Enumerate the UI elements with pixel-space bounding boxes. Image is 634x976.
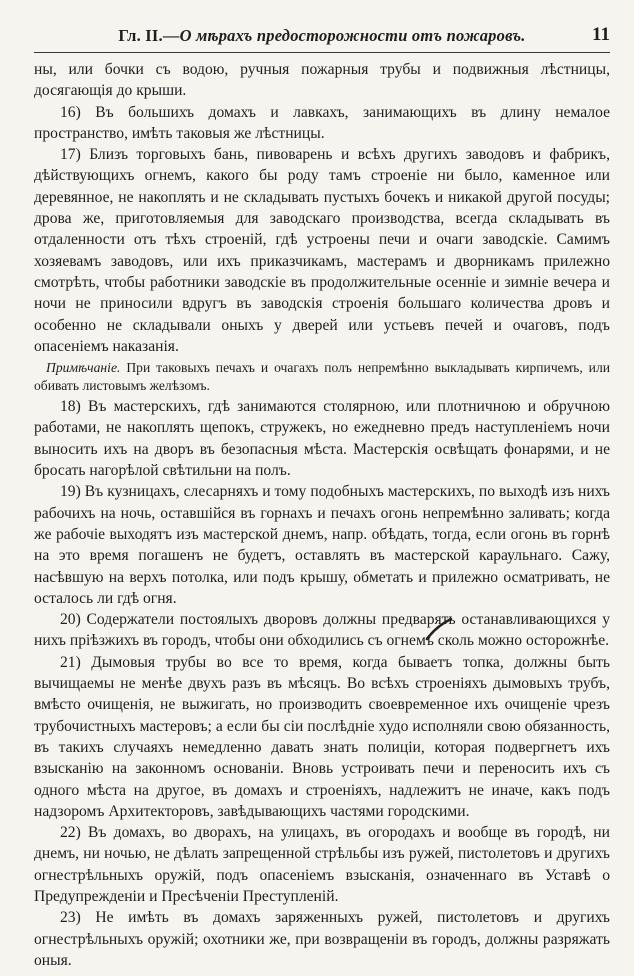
body-text xyxy=(34,59,610,971)
page-number: 11 xyxy=(592,24,610,45)
paragraph-19: 19) Въ кузницахъ, слесарняхъ и тому подобныхъ мастерскихъ, по выходѣ изъ нихъ рабочихъ на ночь, оставшійся въ горнахъ и печахъ огонь непремѣнно заливать; когда же рабочіе выходятъ изъ мастерской днемъ, напр. обѣдать, тогда, если огонь въ горнѣ на это время погашенъ не будетъ, оставлять въ мастерской караульнаго. Сажу, насѣвшую на верхъ потолка, или подъ крышу, обметать и прилежно осматривать, не осталось ли гдѣ огня. xyxy=(34,483,610,607)
note-label: Примѣчаніе. xyxy=(46,360,121,376)
paragraph-16: 16) Въ большихъ домахъ и лавкахъ, занимающихъ въ длину немалое пространство, имѣть таковыя же лѣстницы. xyxy=(34,103,610,142)
running-header xyxy=(34,22,610,53)
paragraph-23: 23) Не имѣть въ домахъ заряженныхъ ружей, пистолетовъ и другихъ огнестрѣльныхъ оружій; охотники же, при возвращеніи въ городъ, должны разряжать оныя. xyxy=(34,909,610,969)
ink-mark xyxy=(424,616,454,642)
chapter-number: Гл. II.— xyxy=(118,26,180,45)
paragraph-18: 18) Въ мастерскихъ, гдѣ занимаются столярною, или плотничною и обручною работами, не накоплять щепокъ, стружекъ, но ежедневно предъ наступленіемъ ночи выносить ихъ на дворъ въ безопасныя мѣста. Мастерскія освѣщать фонарями, и не бросать нагорѣлой свѣтильни на полъ. xyxy=(34,398,610,480)
chapter-title xyxy=(118,26,525,46)
paragraph-20: 20) Содержатели постоялыхъ дворовъ должны предварять останавливающихся у нихъ пріѣзжихъ въ городъ, чтобы они обходились съ огнемъ сколь можно осторожнѣе. xyxy=(34,611,610,650)
chapter-heading: О мѣрахъ предосторожности отъ пожаровъ. xyxy=(179,26,526,45)
paragraph-17: 17) Близъ торговыхъ бань, пивоварень и всѣхъ другихъ заводовъ и фабрикъ, дѣйствующихъ огнемъ, какого бы роду тамъ строеніе ни было, каменное или деревянное, не накоплять и не складывать пустыхъ бочекъ и никакой другой посуды; дрова же, приготовляемыя для заводскаго производства, всегда складывать въ отдаленности отъ тѣхъ строеній, гдѣ устроены печи и очаги заводскіе. Самимъ хозяевамъ заводовъ, или ихъ приказчикамъ, мастерамъ и дворникамъ прилежно смотрѣть, чтобы работники заводскіе въ продолжительные осенніе и зимніе вечера и ночи не приносили вдругъ въ заводскія строенія большаго количества дровъ и особенно не складывали оныхъ у дверей или устьевъ печей и очаговъ, подъ опасеніемъ наказанія. xyxy=(34,146,610,355)
note-paragraph xyxy=(34,359,610,394)
note-text: При таковыхъ печахъ и очагахъ полъ непремѣнно выкладывать кирпичемъ, или обивать листовымъ желѣзомъ. xyxy=(34,360,610,393)
paragraph-22: 22) Въ домахъ, во дворахъ, на улицахъ, въ огородахъ и вообще въ городѣ, ни днемъ, ни ночью, не дѣлать запрещенной стрѣльбы изъ ружей, пистолетовъ и другихъ огнестрѣльныхъ оружій, подъ опасеніемъ взысканія, означеннаго въ Уставѣ о Предупрежденіи и Пресѣченіи Преступленій. xyxy=(34,824,610,905)
paragraph-continued: ны, или бочки съ водою, ручныя пожарныя трубы и подвижныя лѣстницы, досягающія до крыши. xyxy=(34,61,610,100)
paragraph-21: 21) Дымовыя трубы во все то время, когда бываетъ топка, должны быть вычищаемы не менѣе двухъ разъ въ мѣсяцъ. Во всѣхъ строеніяхъ дымовыхъ трубъ, вмѣсто очищенія, не выжигать, но производить своевременное ихъ очищеніе чрезъ трубочистныхъ мастеровъ; а если бы сіи послѣдніе худо исполняли свою обязанность, въ такихъ случаяхъ немедленно давать знать полиціи, которая подвергнетъ ихъ взысканію на законномъ основаніи. Вновь устроивать печи и переносить ихъ съ одного мѣста на другое, въ домахъ и строеніяхъ, надлежитъ не иначе, какъ подъ надзоромъ Архитекторовъ, завѣдывающихъ частями городскими. xyxy=(34,653,610,820)
